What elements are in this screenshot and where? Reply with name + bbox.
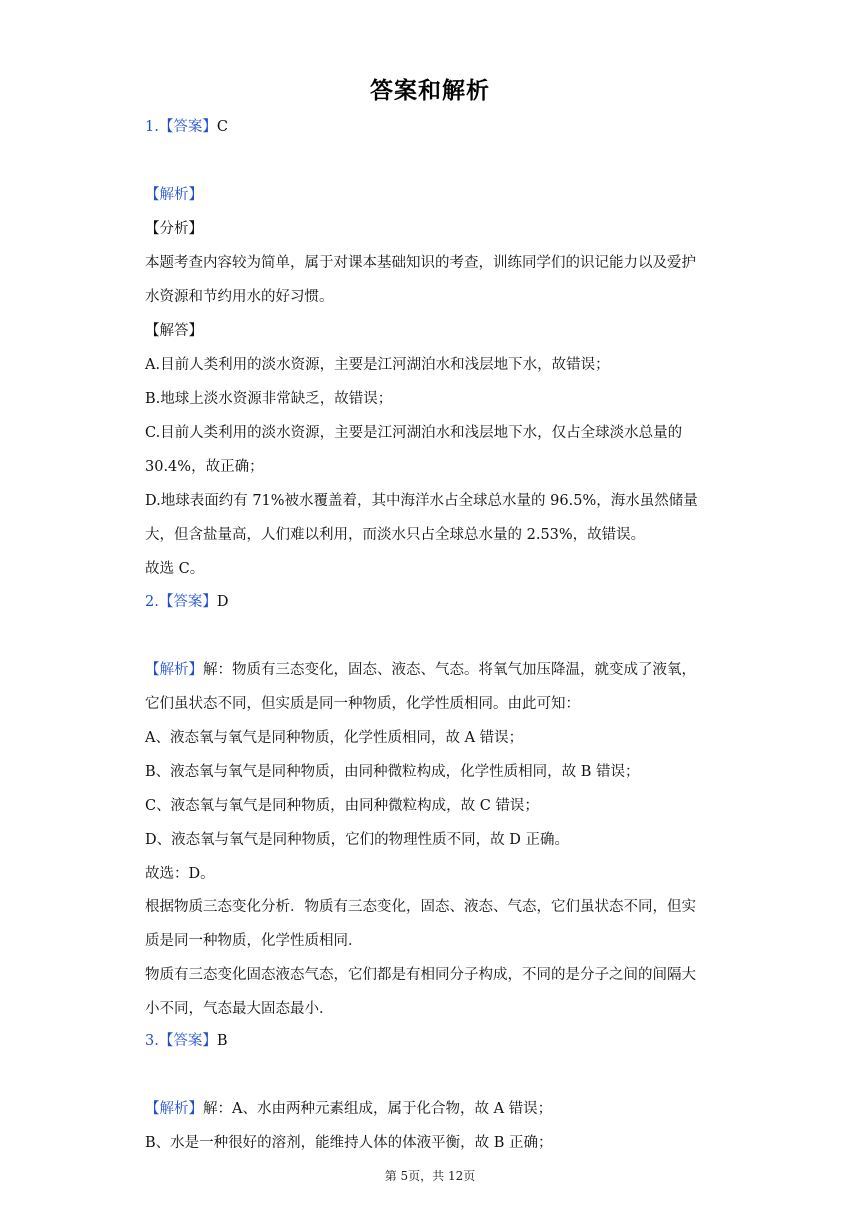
q2-line: 物质有三态变化固态液态气态，它们都是有相同分子构成，不同的是分子之间的间隔大 <box>145 967 696 983</box>
q3-analysis-text: 解：A、水由两种元素组成，属于化合物，故 A 错误； <box>203 1101 553 1117</box>
q2-answer: D <box>216 594 229 610</box>
q3-answer: B <box>216 1033 228 1049</box>
q2-line: 故选：D。 <box>145 866 215 882</box>
q1-jieda-line: C.目前人类利用的淡水资源，主要是江河湖泊水和浅层地下水，仅占全球淡水总量的 <box>145 425 683 441</box>
q2-line: 小不同，气态最大固态最小． <box>145 1001 334 1017</box>
q2-line: D、液态氧与氧气是同种物质，它们的物理性质不同，故 D 正确。 <box>145 832 569 848</box>
q1-jieda-line: A.目前人类利用的淡水资源，主要是江河湖泊水和浅层地下水，故错误； <box>145 357 610 373</box>
q2-line: A、液态氧与氧气是同种物质，化学性质相同，故 A 错误； <box>145 730 524 746</box>
page-footer: 第 5页，共 12页 <box>384 1169 476 1183</box>
q1-jieda-line: 故选 C。 <box>145 561 205 577</box>
q1-jieda-line: 30.4%，故正确； <box>145 459 264 475</box>
q3-analysis-line <box>145 1099 725 1119</box>
q2-line: 质是同一种物质，化学性质相同． <box>145 933 363 949</box>
q1-jieda-line: 大，但含盐量高，人们难以利用，而淡水只占全球总水量的 2.53%，故错误。 <box>145 527 646 543</box>
q2-analysis-tag: 【解析】 <box>145 662 203 678</box>
q3-number: 3. <box>145 1033 159 1049</box>
q1-answer: C <box>216 119 228 135</box>
q2-line: 它们虽状态不同，但实质是同一种物质，化学性质相同。由此可知： <box>145 696 580 712</box>
q3-answer-tag: 【答案】 <box>158 1033 217 1049</box>
q1-analysis-line <box>145 185 725 205</box>
q2-answer-line <box>145 592 725 612</box>
q2-analysis-text: 解：物质有三态变化，固态、液态、气态。将氧气加压降温，就变成了液氧， <box>203 662 696 678</box>
page-title: 答案和解析 <box>370 78 490 104</box>
q2-line: C、液态氧与氧气是同种物质，由同种微粒构成，故 C 错误； <box>145 798 539 814</box>
q1-jieda-tag: 【解答】 <box>145 323 203 339</box>
q3-answer-line <box>145 1031 725 1051</box>
q1-jieda-line: B.地球上淡水资源非常缺乏，故错误； <box>145 391 393 407</box>
q2-line: 根据物质三态变化分析．物质有三态变化，固态、液态、气态，它们虽状态不同，但实 <box>145 899 696 915</box>
q3-line: B、水是一种很好的溶剂，能维持人体的体液平衡，故 B 正确； <box>145 1135 553 1151</box>
q1-answer-line <box>145 117 725 137</box>
q1-fenxi-line: 水资源和节约用水的好习惯。 <box>145 289 334 305</box>
q1-fenxi-line: 本题考查内容较为简单，属于对课本基础知识的考查，训练同学们的识记能力以及爱护 <box>145 255 696 271</box>
q2-analysis-line <box>145 660 725 680</box>
q1-fenxi-tag: 【分析】 <box>145 221 203 237</box>
q2-line: B、液态氧与氧气是同种物质，由同种微粒构成，化学性质相同，故 B 错误； <box>145 764 640 780</box>
q1-number: 1. <box>145 119 159 135</box>
q1-answer-tag: 【答案】 <box>158 119 217 135</box>
q2-number: 2. <box>145 594 159 610</box>
q1-analysis-tag: 【解析】 <box>145 187 203 203</box>
q1-jieda-line: D.地球表面约有 71%被水覆盖着，其中海洋水占全球总水量的 96.5%，海水虽然储量 <box>145 493 698 509</box>
q2-answer-tag: 【答案】 <box>158 594 217 610</box>
q3-analysis-tag: 【解析】 <box>145 1101 203 1117</box>
